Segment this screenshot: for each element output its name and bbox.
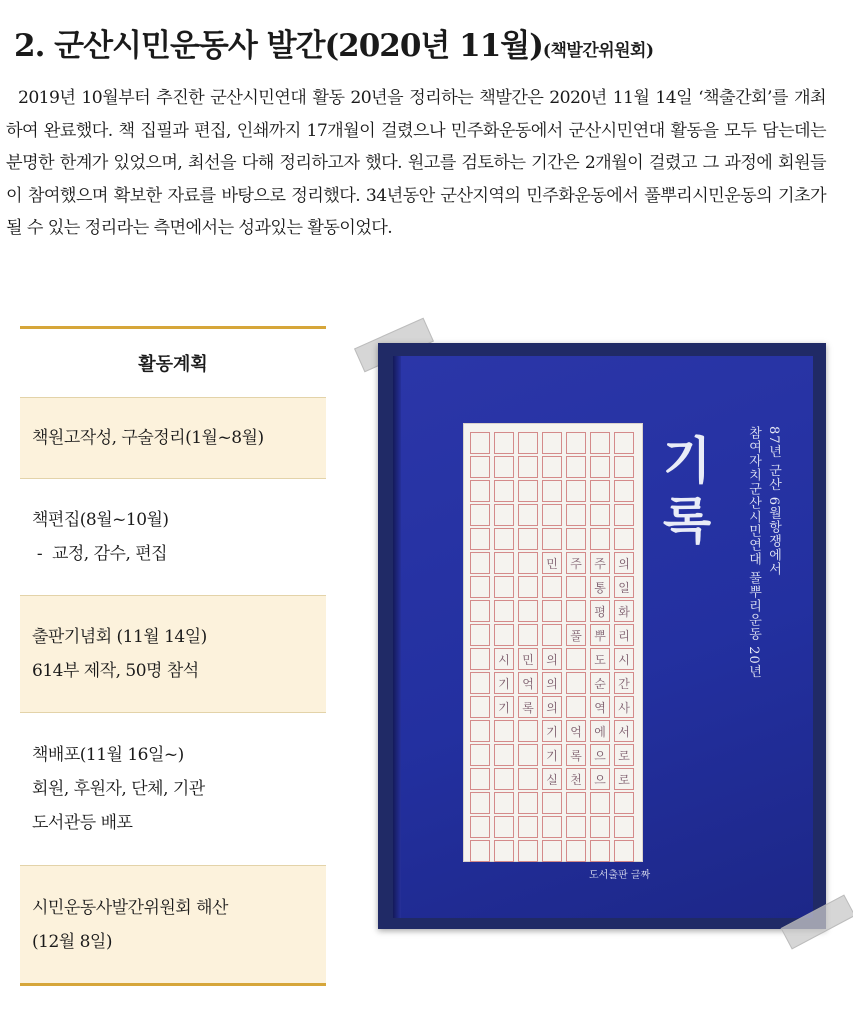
grid-cell: 의 xyxy=(542,696,562,718)
grid-cell xyxy=(494,432,514,454)
grid-cell: 뿌 xyxy=(590,624,610,646)
grid-cell xyxy=(518,816,538,838)
grid-cell: 순 xyxy=(590,672,610,694)
plan-row-text: 책편집(8월~10월) xyxy=(32,510,169,530)
grid-cell xyxy=(470,696,490,718)
grid-cell xyxy=(614,480,634,502)
grid-cell xyxy=(518,576,538,598)
grid-cell: 주 xyxy=(590,552,610,574)
section-title-main: 2. 군산시민운동사 발간(2020년 11월) xyxy=(14,28,543,64)
grid-cell xyxy=(566,648,586,670)
grid-cell xyxy=(494,768,514,790)
grid-cell: 로 xyxy=(614,744,634,766)
grid-cell xyxy=(518,768,538,790)
grid-cell: 평 xyxy=(590,600,610,622)
book-publisher: 도서출판 글짜 xyxy=(589,870,651,881)
grid-cell xyxy=(470,600,490,622)
grid-cell: 역 xyxy=(590,696,610,718)
grid-cell: 민 xyxy=(542,552,562,574)
grid-cell: 풀 xyxy=(566,624,586,646)
grid-cell xyxy=(470,456,490,478)
grid-cell xyxy=(590,504,610,526)
plan-row xyxy=(20,596,326,713)
grid-cell xyxy=(590,528,610,550)
grid-cell xyxy=(494,720,514,742)
grid-cell xyxy=(494,744,514,766)
grid-cell xyxy=(470,552,490,574)
grid-cell xyxy=(518,720,538,742)
plan-row-text: 회원, 후원자, 단체, 기관 xyxy=(32,779,205,799)
grid-cell: 로 xyxy=(614,768,634,790)
grid-cell xyxy=(542,576,562,598)
grid-cell xyxy=(542,528,562,550)
grid-cell xyxy=(566,432,586,454)
grid-cell xyxy=(566,672,586,694)
book-cover xyxy=(393,356,813,918)
grid-cell: 기 xyxy=(494,672,514,694)
grid-cell xyxy=(614,456,634,478)
grid-cell: 실 xyxy=(542,768,562,790)
plan-row-text: 책배포(11월 16일~) xyxy=(32,745,184,765)
grid-cell: 억 xyxy=(518,672,538,694)
grid-cell xyxy=(494,528,514,550)
grid-cell: 서 xyxy=(614,720,634,742)
plan-row xyxy=(20,866,326,983)
grid-cell xyxy=(614,504,634,526)
grid-cell xyxy=(542,456,562,478)
grid-cell xyxy=(494,840,514,862)
grid-cell: 의 xyxy=(614,552,634,574)
grid-cell: 일 xyxy=(614,576,634,598)
book-cover-photo xyxy=(378,343,826,929)
grid-cell xyxy=(494,504,514,526)
grid-cell xyxy=(566,504,586,526)
grid-cell xyxy=(470,744,490,766)
plan-row-text: 614부 제작, 50명 참석 xyxy=(32,661,199,681)
section-title-sub: (책발간위원회) xyxy=(542,41,654,61)
grid-cell xyxy=(590,456,610,478)
plan-row-text: 출판기념회 (11월 14일) xyxy=(32,627,207,647)
plan-row-text: - 교정, 감수, 편집 xyxy=(32,544,168,564)
activity-plan-header: 활동계획 xyxy=(20,329,326,398)
grid-cell: 민 xyxy=(518,648,538,670)
grid-cell: 화 xyxy=(614,600,634,622)
grid-cell xyxy=(518,432,538,454)
grid-cell xyxy=(470,792,490,814)
grid-cell xyxy=(566,528,586,550)
grid-cell xyxy=(470,528,490,550)
grid-cell xyxy=(518,600,538,622)
grid-cell xyxy=(590,816,610,838)
grid-cell: 간 xyxy=(614,672,634,694)
grid-cell xyxy=(566,456,586,478)
book-title: 기록 xyxy=(662,432,712,550)
grid-cell: 억 xyxy=(566,720,586,742)
grid-cell xyxy=(542,504,562,526)
grid-cell xyxy=(494,576,514,598)
grid-cell xyxy=(470,648,490,670)
manuscript-grid xyxy=(463,423,643,862)
grid-cell xyxy=(494,792,514,814)
grid-cell xyxy=(494,552,514,574)
grid-cell xyxy=(518,480,538,502)
grid-cell: 시 xyxy=(614,648,634,670)
grid-cell xyxy=(470,576,490,598)
grid-cell xyxy=(566,816,586,838)
grid-cell: 의 xyxy=(542,648,562,670)
grid-cell xyxy=(494,456,514,478)
grid-cell: 주 xyxy=(566,552,586,574)
grid-cell xyxy=(614,528,634,550)
grid-cell xyxy=(470,840,490,862)
grid-cell xyxy=(518,624,538,646)
grid-cell xyxy=(566,696,586,718)
plan-row-text: (12월 8일) xyxy=(32,931,112,952)
grid-cell: 시 xyxy=(494,648,514,670)
grid-cell xyxy=(614,840,634,862)
grid-cell: 으 xyxy=(590,744,610,766)
grid-cell xyxy=(518,528,538,550)
book-subtitle-line2: 참여자치군산시민연대 풀뿌리운동 20년 xyxy=(746,426,761,679)
grid-cell xyxy=(566,576,586,598)
grid-cell xyxy=(470,504,490,526)
grid-cell: 기 xyxy=(542,720,562,742)
grid-cell xyxy=(542,816,562,838)
grid-cell xyxy=(518,840,538,862)
grid-cell xyxy=(566,600,586,622)
grid-cell xyxy=(542,624,562,646)
section-title xyxy=(14,20,654,65)
grid-cell xyxy=(470,720,490,742)
grid-cell: 리 xyxy=(614,624,634,646)
grid-cell: 도 xyxy=(590,648,610,670)
plan-row xyxy=(20,713,326,866)
grid-cell: 록 xyxy=(566,744,586,766)
grid-cell xyxy=(518,792,538,814)
grid-cell: 기 xyxy=(542,744,562,766)
grid-cell: 록 xyxy=(518,696,538,718)
grid-cell xyxy=(542,840,562,862)
grid-cell xyxy=(542,480,562,502)
plan-row xyxy=(20,398,326,479)
grid-cell xyxy=(566,792,586,814)
grid-cell xyxy=(494,624,514,646)
grid-cell xyxy=(614,432,634,454)
grid-cell: 기 xyxy=(494,696,514,718)
activity-plan-table xyxy=(20,326,326,986)
grid-cell xyxy=(470,768,490,790)
grid-cell: 통 xyxy=(590,576,610,598)
grid-cell xyxy=(542,792,562,814)
grid-cell: 의 xyxy=(542,672,562,694)
grid-cell xyxy=(518,456,538,478)
grid-cell xyxy=(614,816,634,838)
plan-row-text: 시민운동사발간위원회 해산 xyxy=(32,897,228,918)
grid-cell xyxy=(590,432,610,454)
grid-cell: 에 xyxy=(590,720,610,742)
grid-cell xyxy=(590,792,610,814)
grid-cell xyxy=(494,816,514,838)
grid-cell xyxy=(518,744,538,766)
grid-cell xyxy=(518,504,538,526)
grid-cell xyxy=(494,600,514,622)
grid-cell xyxy=(614,792,634,814)
grid-cell xyxy=(518,552,538,574)
grid-cell xyxy=(470,624,490,646)
grid-cell xyxy=(470,672,490,694)
book-subtitle-line1: 87년 군산 6월항쟁에서 xyxy=(766,426,781,577)
plan-row xyxy=(20,479,326,596)
grid-cell xyxy=(542,600,562,622)
grid-cell xyxy=(566,480,586,502)
plan-row-text: 책원고작성, 구술정리(1월~8월) xyxy=(32,428,264,448)
grid-cell xyxy=(470,432,490,454)
grid-cell xyxy=(542,432,562,454)
grid-cell xyxy=(566,840,586,862)
book-spine xyxy=(393,356,401,918)
grid-cell xyxy=(470,480,490,502)
grid-cell: 으 xyxy=(590,768,610,790)
grid-cell xyxy=(470,816,490,838)
grid-cell: 천 xyxy=(566,768,586,790)
grid-cell xyxy=(494,480,514,502)
grid-cell: 사 xyxy=(614,696,634,718)
intro-paragraph: 2019년 10월부터 추진한 군산시민연대 활동 20년을 정리하는 책발간은 2020년 11월 14일 ‘책출간회’를 개최하여 완료했다. 책 집필과 편집, 인쇄까지 17개월이 걸렸으나 민주화운동에서 군산시민연대 활동을 모두 담는데는 분명한 한계가 있었으며, 최선을 다해 정리하고자 했다. 원고를 검토하는 기간은 2개월이 걸렸고 그 과정에 회원들이 참여했으며 확보한 자료를 바탕으로 정리했다. 34년동안 군산지역의 민주화운동에서 풀뿌리시민운동의 기초가 될 수 있는 정리라는 측면에서는 성과있는 활동이었다. xyxy=(6,88,826,239)
plan-row-text: 도서관등 배포 xyxy=(32,813,133,833)
grid-cell xyxy=(590,840,610,862)
grid-cell xyxy=(590,480,610,502)
